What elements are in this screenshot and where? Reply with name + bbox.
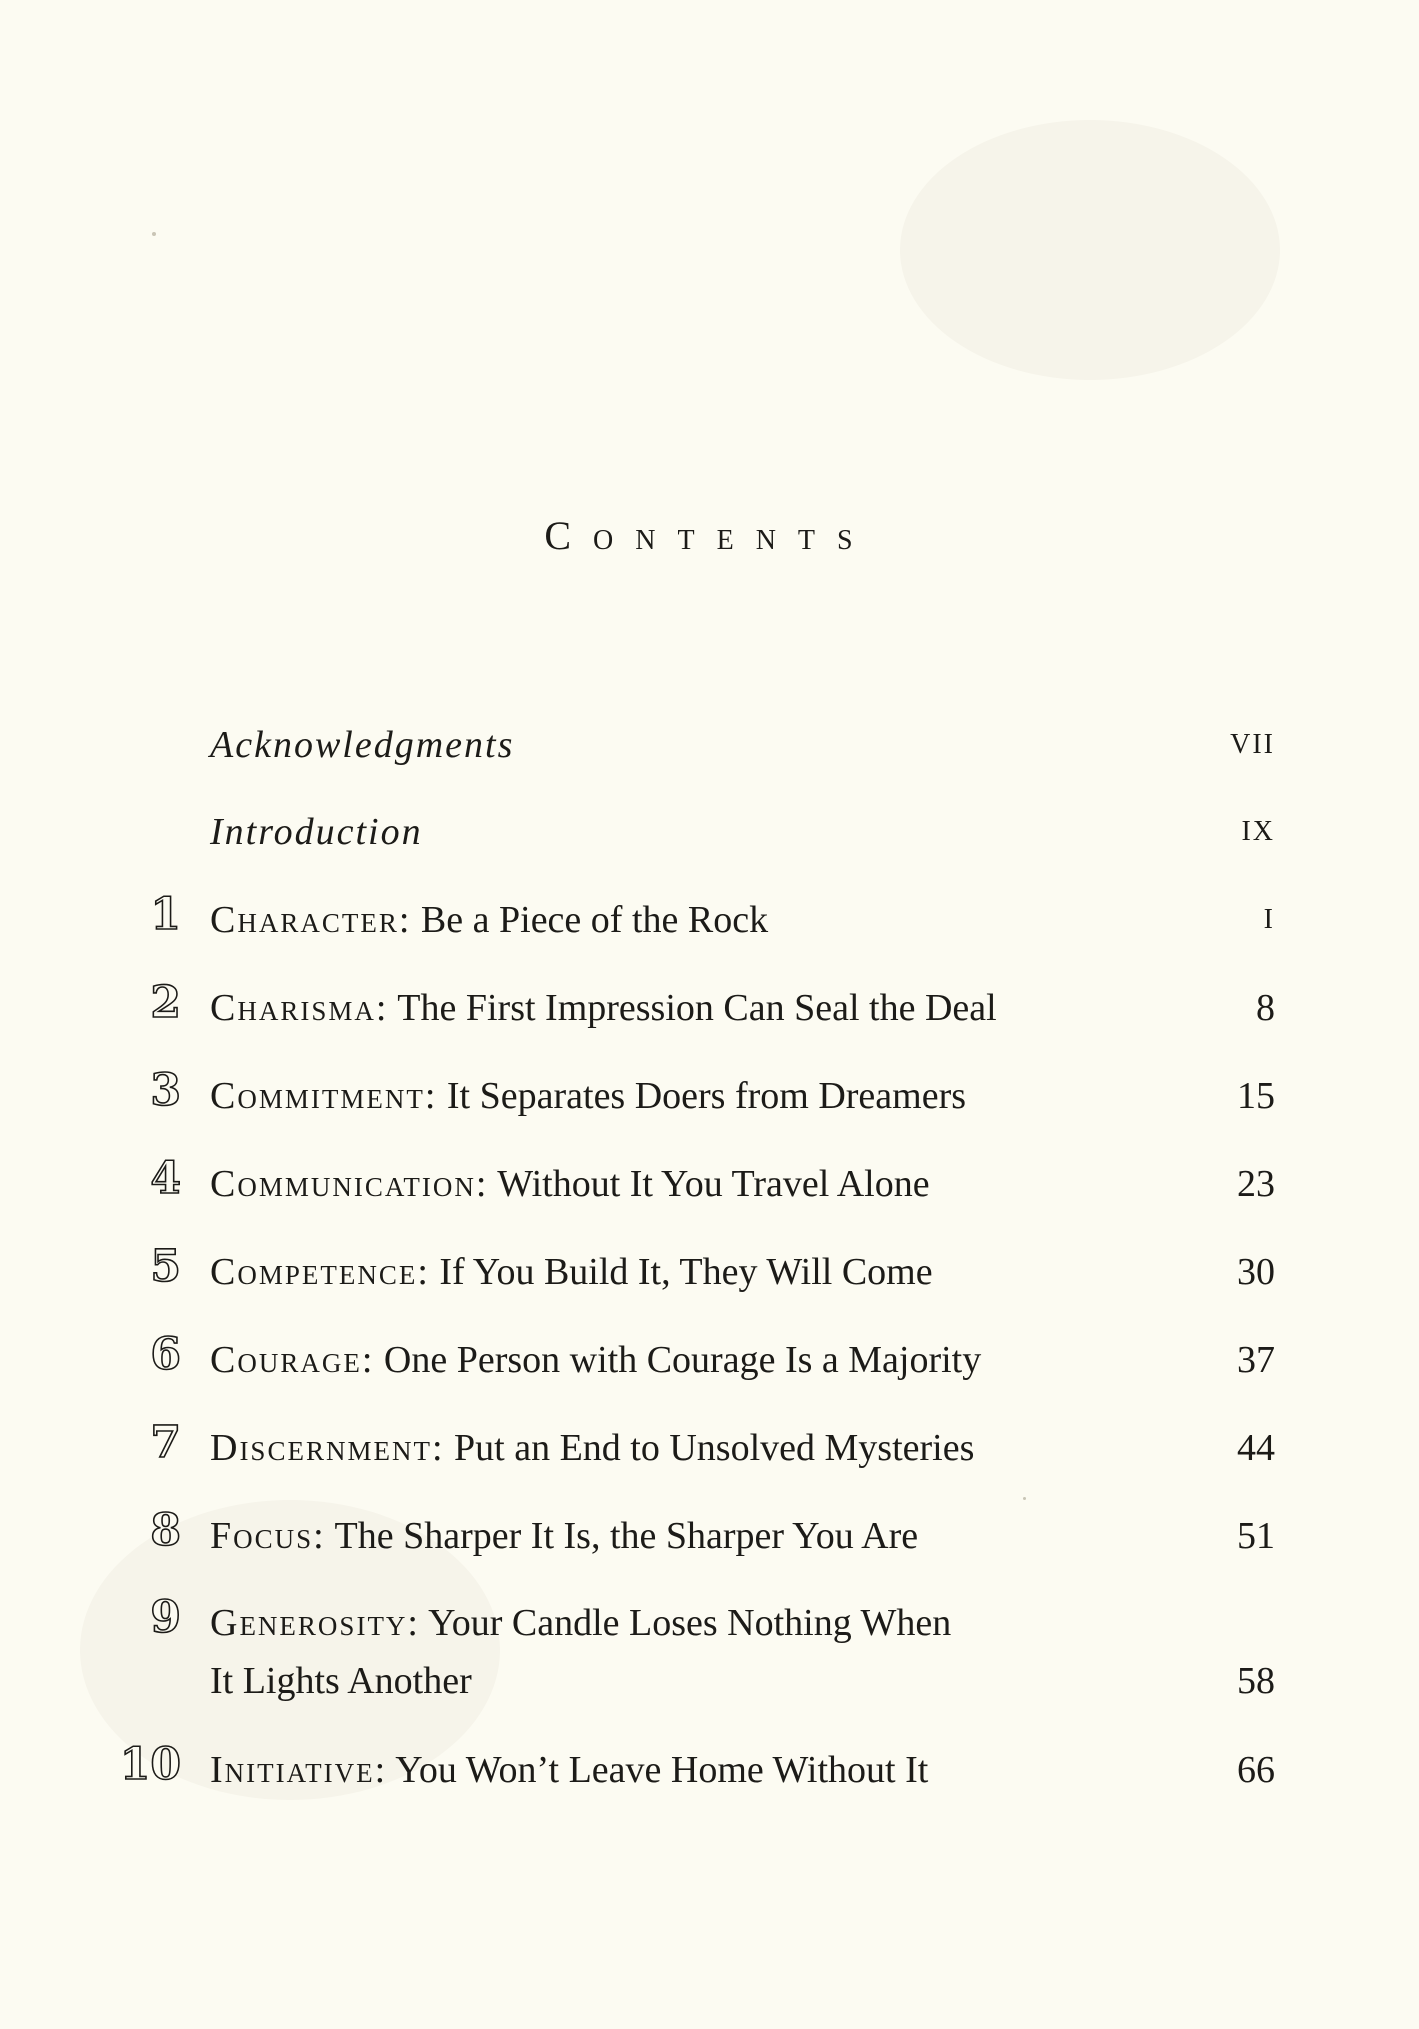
toc-entry-page: I — [1263, 904, 1275, 935]
chapter-heading: Character: — [210, 899, 412, 941]
chapter-heading: Charisma: — [210, 987, 389, 1029]
toc-entry-page: 51 — [1237, 1515, 1275, 1557]
chapter-heading: Discernment: — [210, 1427, 445, 1469]
chapter-number: 10 — [119, 1739, 181, 1790]
chapter-heading: Communication: — [210, 1163, 489, 1205]
chapter-number: 9 — [150, 1592, 181, 1643]
chapter-subtitle-continued: It Lights Another — [210, 1660, 472, 1702]
toc-entry-label: Introduction — [210, 811, 423, 853]
chapter-number: 8 — [150, 1505, 181, 1556]
chapter-number: 6 — [150, 1329, 181, 1380]
paper-speck — [152, 232, 156, 236]
toc-entry-page: VII — [1230, 729, 1275, 760]
chapter-heading: Commitment: — [210, 1075, 438, 1117]
chapter-number: 1 — [150, 889, 181, 940]
chapter-subtitle: The Sharper It Is, the Sharper You Are — [334, 1515, 919, 1557]
chapter-number: 4 — [150, 1153, 181, 1204]
chapter-heading: Courage: — [210, 1339, 375, 1381]
toc-entry-page: 44 — [1237, 1427, 1275, 1469]
toc-entry-text — [210, 1594, 1130, 1710]
toc-entry-text — [210, 979, 1130, 1037]
chapter-heading: Competence: — [210, 1251, 430, 1293]
page-title: Contents — [544, 512, 875, 558]
chapter-number: 7 — [150, 1417, 181, 1468]
chapter-subtitle: Without It You Travel Alone — [497, 1163, 930, 1205]
chapter-subtitle: It Separates Doers from Dreamers — [446, 1075, 967, 1117]
toc-entry-text — [210, 1067, 1130, 1125]
toc-entry-page: 23 — [1237, 1163, 1275, 1205]
chapter-subtitle: You Won’t Leave Home Without It — [395, 1749, 929, 1791]
toc-entry-text — [210, 1507, 1130, 1565]
toc-entry-text — [210, 1331, 1130, 1389]
chapter-subtitle: Your Candle Loses Nothing When — [428, 1602, 952, 1644]
toc-entry-page: 58 — [1237, 1660, 1275, 1702]
toc-entry-page: 30 — [1237, 1251, 1275, 1293]
paper-speck — [1023, 1497, 1026, 1500]
chapter-number: 3 — [150, 1065, 181, 1116]
chapter-number: 2 — [150, 977, 181, 1028]
toc-entry-text — [210, 1419, 1130, 1477]
toc-entry-page: 66 — [1237, 1749, 1275, 1791]
chapter-subtitle: Be a Piece of the Rock — [420, 899, 769, 941]
toc-entry-text — [210, 1155, 1130, 1213]
chapter-subtitle: The First Impression Can Seal the Deal — [397, 987, 997, 1029]
toc-entry-page: IX — [1241, 816, 1275, 847]
chapter-subtitle: Put an End to Unsolved Mysteries — [454, 1427, 975, 1469]
toc-entry-label: Acknowledgments — [210, 724, 515, 766]
chapter-number: 5 — [150, 1241, 181, 1292]
toc-entry-page: 8 — [1256, 987, 1275, 1029]
toc-entry-text — [210, 1741, 1130, 1799]
paper-stain — [900, 120, 1280, 380]
chapter-heading: Focus: — [210, 1515, 326, 1557]
chapter-heading: Initiative: — [210, 1749, 388, 1791]
chapter-heading: Generosity: — [210, 1602, 420, 1644]
toc-entry-text — [210, 1243, 1130, 1301]
toc-entry-text — [210, 891, 1130, 949]
toc-entry-page: 37 — [1237, 1339, 1275, 1381]
chapter-subtitle: One Person with Courage Is a Majority — [383, 1339, 982, 1381]
chapter-subtitle: If You Build It, They Will Come — [439, 1251, 933, 1293]
toc-entry-page: 15 — [1237, 1075, 1275, 1117]
